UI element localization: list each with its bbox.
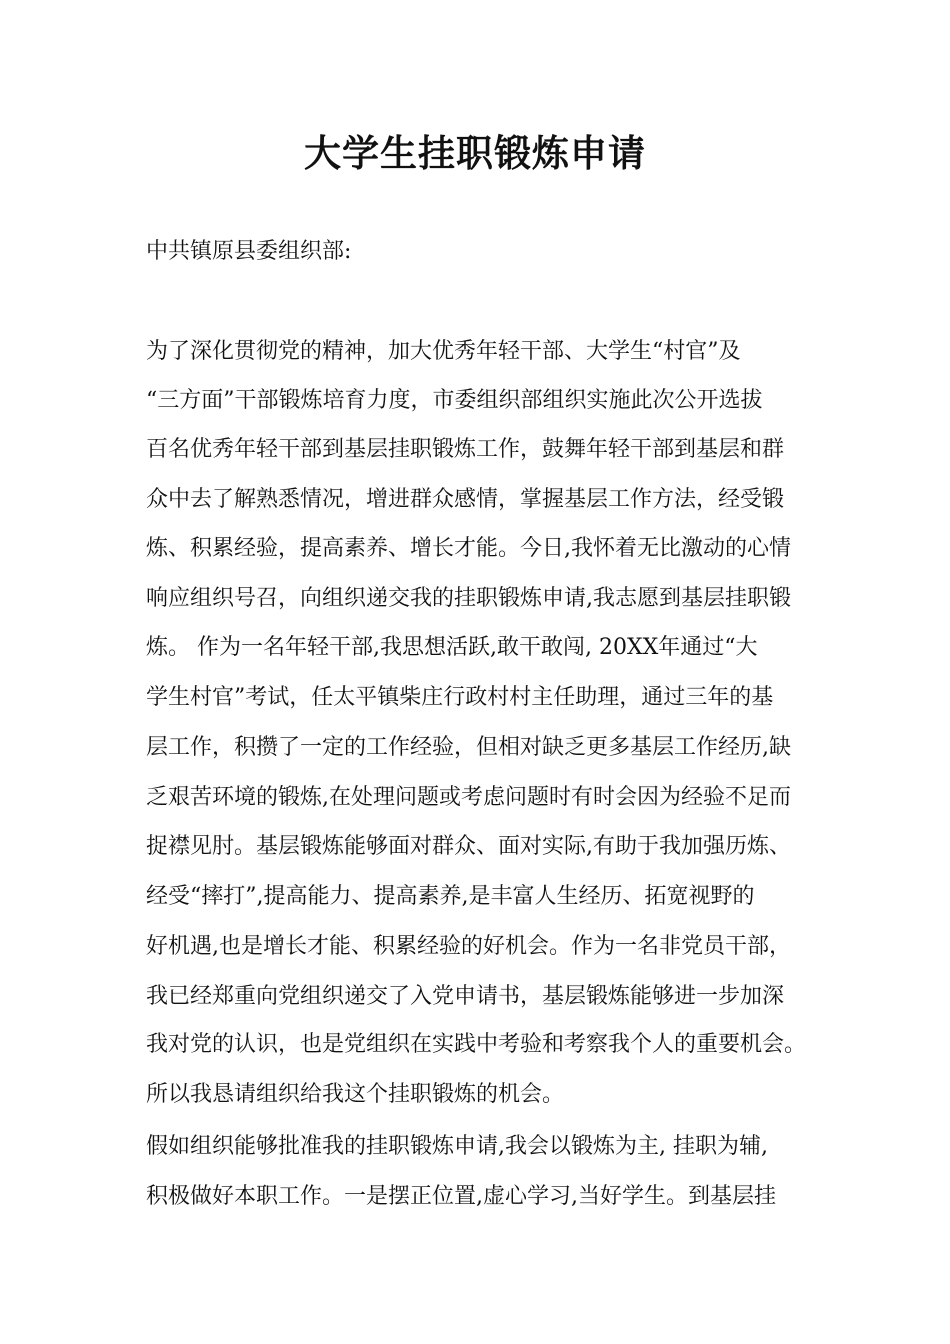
body-line: 百名优秀年轻干部到基层挂职锻炼工作，鼓舞年轻干部到基层和群 — [146, 437, 785, 462]
body-line: 好机遇,也是增长才能、积累经验的好机会。作为一名非党员干部， — [146, 934, 791, 959]
body-line: 我对党的认识，也是党组织在实践中考验和考察我个人的重要机会。 — [146, 1032, 807, 1057]
body-line: 所以我恳请组织给我这个挂职锻炼的机会。 — [146, 1082, 565, 1107]
body-line: 我已经郑重向党组织递交了入党申请书，基层锻炼能够进一步加深 — [146, 984, 785, 1009]
body-line: 为了深化贯彻党的精神，加大优秀年轻干部、大学生“村官”及 — [146, 339, 741, 364]
body-line: 响应组织号召，向组织递交我的挂职锻炼申请,我志愿到基层挂职锻 — [146, 586, 791, 611]
salutation: 中共镇原县委组织部: — [146, 239, 352, 264]
body-line: “三方面”干部锻炼培育力度，市委组织部组织实施此次公开选拔 — [146, 388, 763, 413]
body-line: 炼。 作为一名年轻干部,我思想活跃,敢干敢闯, 20XX年通过“大 — [146, 635, 758, 660]
body-line: 众中去了解熟悉情况，增进群众感情，掌握基层工作方法，经受锻 — [146, 487, 785, 512]
document-title: 大学生挂职锻炼申请 — [304, 132, 646, 175]
body-line: 经受“摔打”,提高能力、提高素养,是丰富人生经历、拓宽视野的 — [146, 884, 755, 909]
body-line: 学生村官”考试，任太平镇柴庄行政村村主任助理，通过三年的基 — [146, 685, 774, 710]
body-line: 假如组织能够批准我的挂职锻炼申请,我会以锻炼为主, 挂职为辅, — [146, 1134, 768, 1159]
body-line: 捉襟见肘。基层锻炼能够面对群众、面对实际,有助于我加强历炼、 — [146, 834, 791, 859]
body-line: 层工作，积攒了一定的工作经验，但相对缺乏更多基层工作经历,缺 — [146, 735, 791, 760]
body-line: 积极做好本职工作。一是摆正位置,虚心学习,当好学生。到基层挂 — [146, 1184, 776, 1209]
body-line: 炼、积累经验，提高素养、增长才能。今日,我怀着无比激动的心情 — [146, 536, 791, 561]
body-line: 乏艰苦环境的锻炼,在处理问题或考虑问题时有时会因为经验不足而 — [146, 785, 791, 810]
